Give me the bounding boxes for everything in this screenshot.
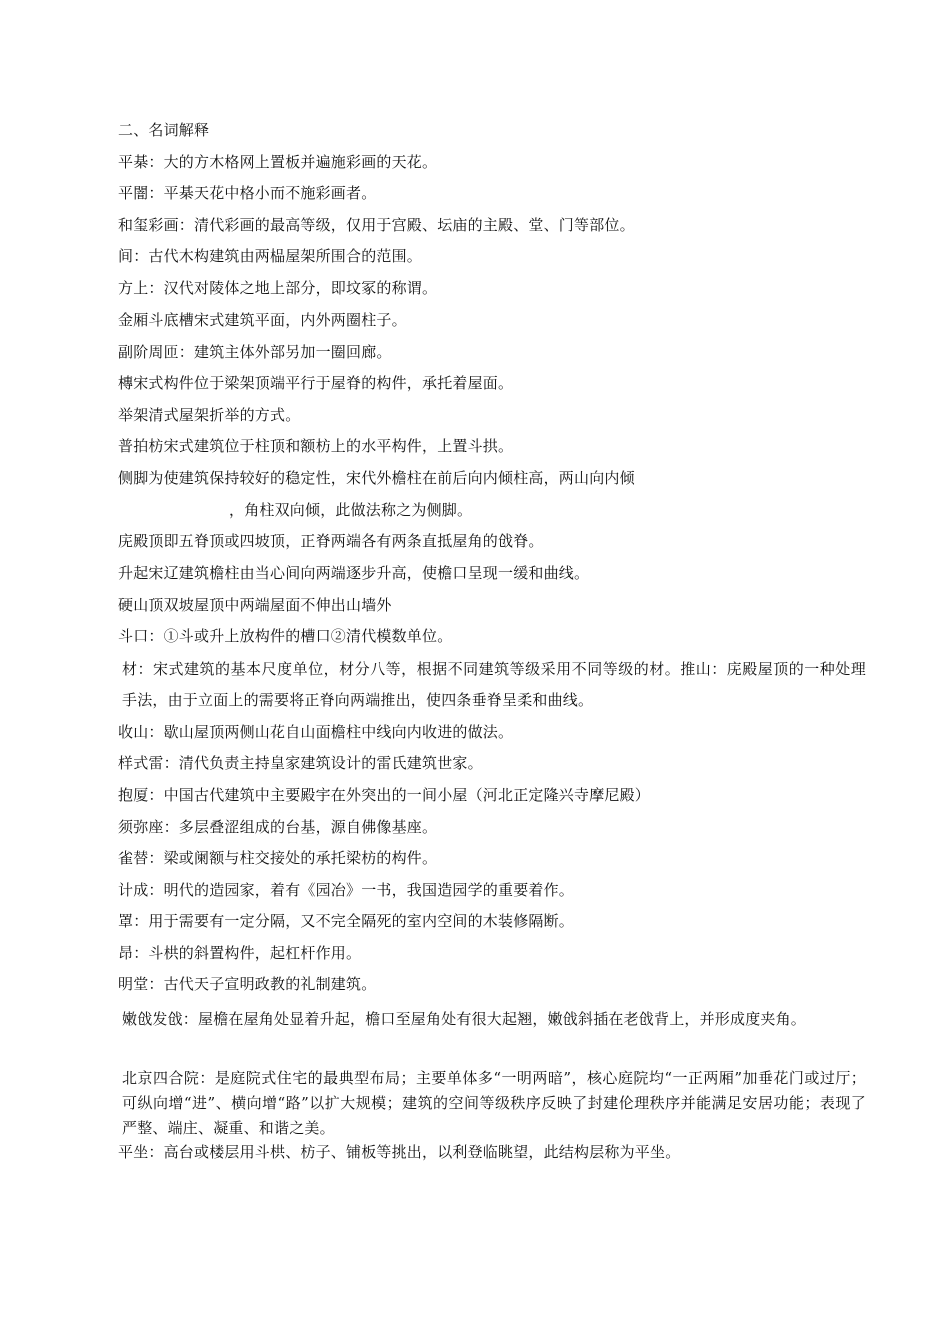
term-jinxiang-doudicao: 金厢斗底槽宋式建筑平面，内外两圈柱子。: [118, 311, 407, 329]
term-zhao: 罩：用于需要有一定分隔，又不完全隔死的室内空间的木装修隔断。: [118, 912, 575, 930]
term-jujia: 举架清式屋架折举的方式。: [118, 406, 301, 424]
term-cai-tuishan: 材：宋式建筑的基本尺度单位，材分八等，根据不同建筑等级采用不同等级的材。推山：庑殿屋顶的一种处理手法，由于立面上的需要将正脊向两端推出，使四条垂脊呈柔和曲线。: [122, 660, 866, 709]
term-fujie-zhouza: 副阶周匝：建筑主体外部另加一圈回廊。: [118, 343, 392, 361]
term-yangshi-lei: 样式雷：清代负责主持皇家建筑设计的雷氏建筑世家。: [118, 754, 483, 772]
section-title: 二、名词解释: [118, 121, 210, 139]
term-cejiao-continued: ，角柱双向倾，此做法称之为侧脚。: [229, 501, 473, 519]
term-yingshanding: 硬山顶双坡屋顶中两端屋面不伸出山墙外: [118, 596, 392, 614]
term-cejiao: 侧脚为使建筑保持较好的稳定性，宋代外檐柱在前后向内倾柱高，两山向内倾: [118, 469, 635, 487]
term-pingzuo: 平坐：高台或楼层用斗栱、枋子、铺板等挑出，以利登临眺望，此结构层称为平坐。: [118, 1143, 681, 1161]
term-jian: 间：古代木构建筑由两榀屋架所围合的范围。: [118, 247, 423, 265]
term-fangshang: 方上：汉代对陵体之地上部分，即坟冢的称谓。: [118, 279, 438, 297]
term-wudianding: 庑殿顶即五脊顶或四坡顶，正脊两端各有两条直抵屋角的戗脊。: [118, 532, 544, 550]
term-ang: 昂：斗栱的斜置构件，起杠杆作用。: [118, 944, 362, 962]
term-pupaifang: 普拍枋宋式建筑位于柱顶和额枋上的水平构件，上置斗拱。: [118, 437, 514, 455]
term-xumizuo: 须弥座：多层叠涩组成的台基，源自佛像基座。: [118, 818, 438, 836]
term-doukou: 斗口：①斗或升上放构件的槽口②清代模数单位。: [118, 627, 453, 645]
term-nenqiang-faqiang: 嫩戗发戗：屋檐在屋角处显着升起，檐口至屋角处有很大起翘，嫩戗斜插在老戗背上，并形成度夹角。: [122, 1010, 807, 1028]
term-pingan: 平闇：平棊天花中格小而不施彩画者。: [118, 184, 377, 202]
term-shoushan: 收山：歇山屋顶两侧山花自山面檐柱中线向内收进的做法。: [118, 723, 514, 741]
term-pingqi: 平棊：大的方木格网上置板并遍施彩画的天花。: [118, 153, 438, 171]
term-jicheng: 计成：明代的造园家，着有《园冶》一书，我国造园学的重要着作。: [118, 881, 575, 899]
term-shengqi: 升起宋辽建筑檐柱由当心间向两端逐步升高，使檐口呈现一缓和曲线。: [118, 564, 590, 582]
term-hexi-caihua: 和玺彩画：清代彩画的最高等级，仅用于宫殿、坛庙的主殿、堂、门等部位。: [118, 216, 635, 234]
term-queti: 雀替：梁或阑额与柱交接处的承托梁枋的构件。: [118, 849, 438, 867]
term-tuan: 槫宋式构件位于梁架顶端平行于屋脊的构件，承托着屋面。: [118, 374, 514, 392]
term-beijing-siheyuan: 北京四合院：是庭院式住宅的最典型布局；主要单体多“一明两暗”，核心庭院均“一正两厢”加垂花门或过厅；可纵向增“进”、横向增“路”以扩大规模；建筑的空间等级秩序反映了封建伦理秩序并能满足安居功能；表现了严整、端庄、凝重、和谐之美。: [122, 1069, 866, 1137]
term-baosha: 抱厦：中国古代建筑中主要殿宇在外突出的一间小屋（河北正定隆兴寺摩尼殿）: [118, 786, 651, 804]
term-mingtang: 明堂：古代天子宣明政教的礼制建筑。: [118, 975, 377, 993]
